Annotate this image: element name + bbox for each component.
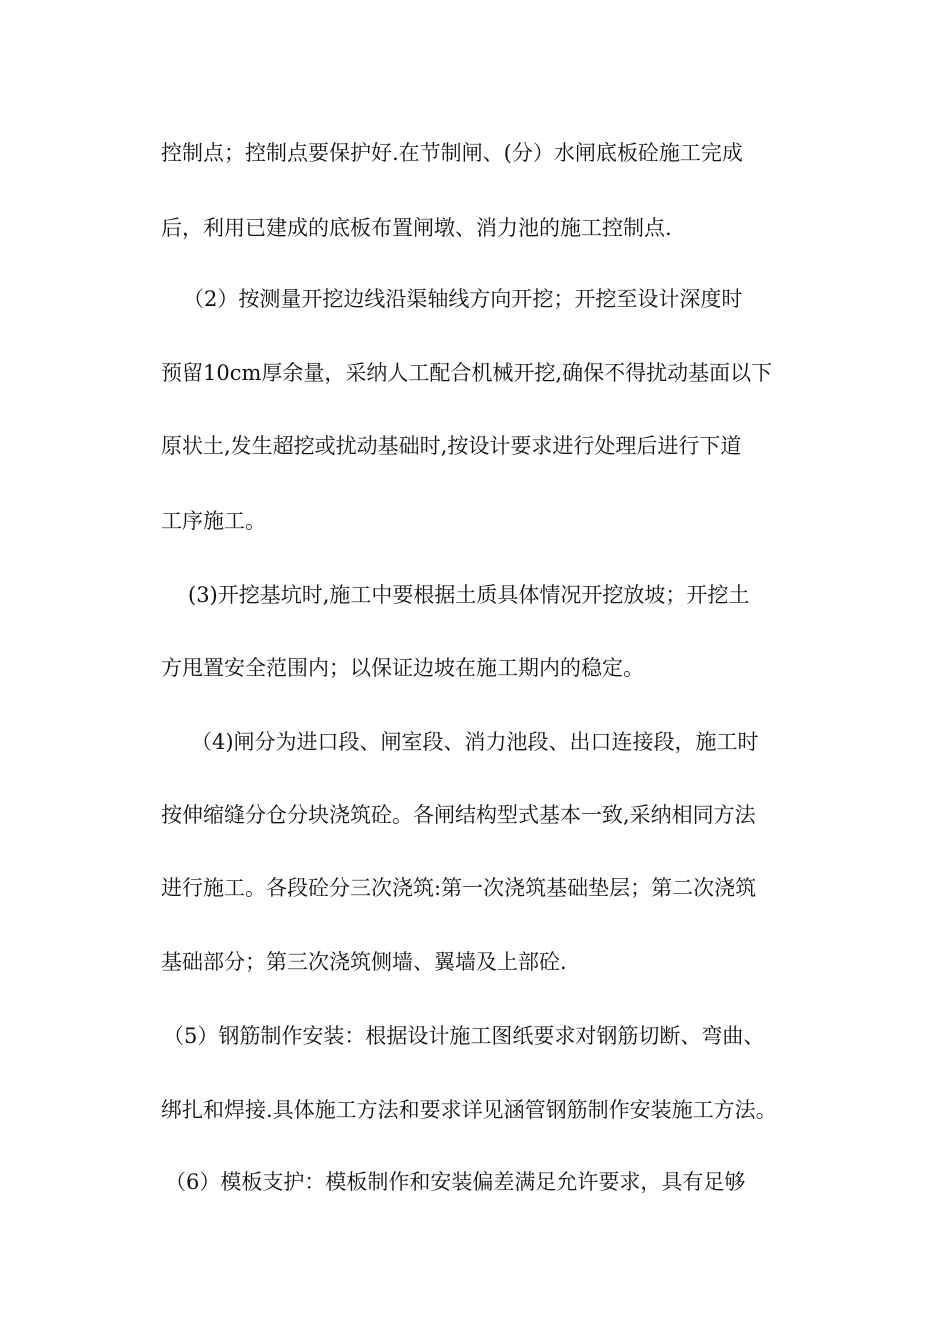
text-line-8: 方甩置安全范围内；以保证边坡在施工期内的稳定。 bbox=[161, 656, 644, 680]
text-line-1: 控制点；控制点要保护好.在节制闸、(分）水闸底板砼施工完成 bbox=[161, 141, 743, 165]
text-line-5: 原状土,发生超挖或扰动基础时,按设计要求进行处理后进行下道 bbox=[161, 434, 742, 458]
text-line-3: （2）按测量开挖边线沿渠轴线方向开挖；开挖至设计深度时 bbox=[183, 287, 743, 311]
text-line-13: （5）钢筋制作安装：根据设计施工图纸要求对钢筋切断、弯曲、 bbox=[163, 1024, 765, 1048]
text-line-2: 后，利用已建成的底板布置闸墩、消力池的施工控制点. bbox=[161, 216, 672, 240]
text-line-7: (3)开挖基坑时,施工中要根据土质具体情况开挖放坡；开挖土 bbox=[188, 583, 750, 607]
text-line-10: 按伸缩缝分仓分块浇筑砼。各闸结构型式基本一致,采纳相同方法 bbox=[161, 803, 756, 827]
text-line-9: （4)闸分为进口段、闸室段、消力池段、出口连接段，施工时 bbox=[191, 730, 759, 754]
text-line-12: 基础部分；第三次浇筑侧墙、翼墙及上部砼. bbox=[161, 950, 567, 974]
text-line-14: 绑扎和焊接.具体施工方法和要求详见涵管钢筋制作安装施工方法。 bbox=[161, 1098, 777, 1122]
text-line-15: （6）模板支护：模板制作和安装偏差满足允许要求，具有足够 bbox=[165, 1170, 746, 1194]
text-line-4: 预留10cm厚余量，采纳人工配合机械开挖,确保不得扰动基面以下 bbox=[161, 361, 773, 385]
text-line-11: 进行施工。各段砼分三次浇筑:第一次浇筑基础垫层；第二次浇筑 bbox=[161, 876, 757, 900]
text-line-6: 工序施工。 bbox=[161, 509, 266, 533]
